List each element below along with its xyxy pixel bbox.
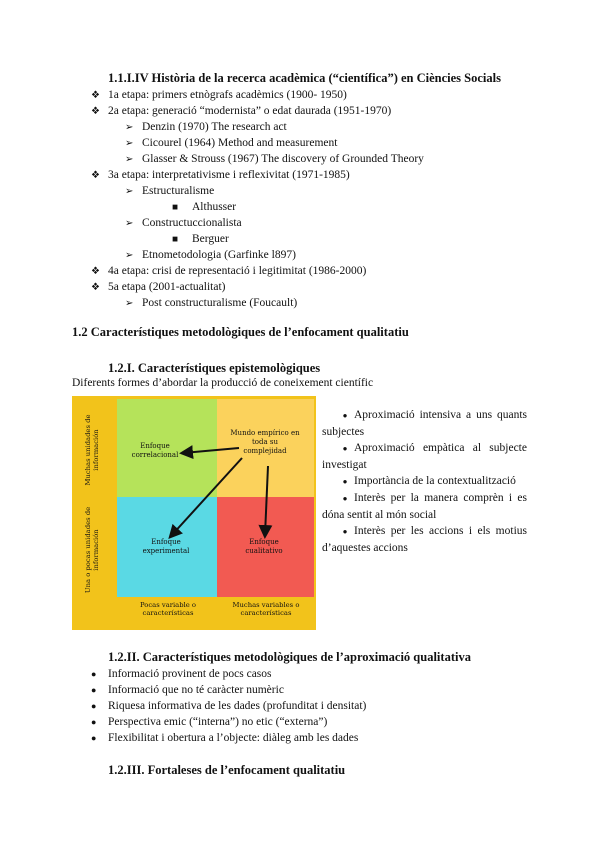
diagram-arrows	[72, 396, 316, 630]
history-item	[172, 231, 229, 248]
history-item-text: Etnometodologia (Garfinke l897)	[142, 249, 296, 261]
history-item-text: 4a etapa: crisi de representació i legitimitat (1986-2000)	[108, 265, 367, 277]
label-empirical-world: Mundo empírico en toda su complejidad	[230, 429, 300, 455]
arrow-bullet-icon: ➢	[125, 122, 134, 133]
methodological-bullet-text: Flexibilitat i obertura a l’objecte: diàleg amb les dades	[108, 732, 359, 744]
history-item	[91, 87, 347, 104]
arrow-bullet-icon: ➢	[125, 250, 134, 261]
history-item-text: Post constructuralisme (Foucault)	[142, 297, 298, 309]
section-heading-methodological: 1.2 Característiques metodològiques de l’enfocament qualitatiu	[72, 325, 409, 339]
history-item	[125, 183, 214, 200]
circle-bullet-icon: ●	[342, 527, 348, 536]
methodological-bullet-text: Informació que no té caràcter numèric	[108, 684, 284, 696]
methodological-bullet-item	[91, 682, 284, 698]
circle-bullet-icon: ●	[342, 494, 348, 503]
epistemological-bullets	[322, 407, 527, 556]
history-item-text: Glasser & Strouss (1967) The discovery of Grounded Theory	[142, 153, 424, 165]
arrow-bullet-icon: ➢	[125, 186, 134, 197]
diamond-bullet-icon: ❖	[91, 106, 100, 117]
diamond-bullet-icon: ❖	[91, 90, 100, 101]
arrow-to-qualitative	[265, 466, 268, 535]
epistemological-bullet-text: Aproximació empàtica al subjecte investigat	[322, 442, 527, 471]
arrow-to-experimental	[171, 458, 242, 536]
epistemological-bullet-item	[322, 473, 527, 490]
history-item-text: Althusser	[192, 201, 237, 213]
epistemological-bullet-item	[322, 407, 527, 440]
history-item	[91, 167, 350, 184]
epistemological-bullet-text: Aproximació intensiva a uns quants subjectes	[322, 409, 527, 438]
qualitative-approach-diagram	[72, 396, 316, 630]
history-item	[172, 199, 236, 216]
history-item	[91, 279, 226, 296]
circle-bullet-icon: ●	[91, 717, 97, 727]
epistemological-bullet-item	[322, 523, 527, 556]
history-item-text: 5a etapa (2001-actualitat)	[108, 281, 226, 293]
history-item	[125, 151, 424, 168]
epistemological-bullet-item	[322, 440, 527, 473]
diamond-bullet-icon: ❖	[91, 266, 100, 277]
methodological-bullet-item	[91, 730, 358, 746]
circle-bullet-icon: ●	[342, 444, 348, 453]
y-axis-top-label: Muchas unidades de información	[84, 414, 100, 486]
methodological-bullet-item	[91, 698, 366, 714]
methodological-bullet-text: Perspectiva emic (“interna”) no etic (“externa”)	[108, 716, 328, 728]
diamond-bullet-icon: ❖	[91, 170, 100, 181]
label-qualitative: Enfoque cualitativo	[245, 538, 283, 555]
arrow-bullet-icon: ➢	[125, 154, 134, 165]
epistemological-bullet-text: Interès per les accions i els motius d’aquestes accions	[322, 525, 527, 554]
circle-bullet-icon: ●	[91, 733, 97, 743]
history-item	[91, 103, 391, 120]
history-item-text: 1a etapa: primers etnògrafs acadèmics (1900- 1950)	[108, 89, 347, 101]
arrow-to-correlational	[183, 448, 239, 453]
section-heading-history: 1.1.I.IV Història de la recerca acadèmica (“científica”) en Ciències Socials	[108, 71, 501, 85]
history-item-text: Cicourel (1964) Method and measurement	[142, 137, 338, 149]
intro-text: Diferents formes d’abordar la producció de coneixement científic	[72, 377, 374, 389]
history-item-text: Berguer	[192, 233, 229, 245]
history-item	[125, 215, 242, 232]
subsection-heading-epistemological: 1.2.I. Característiques epistemològiques	[108, 361, 321, 375]
subsection-heading-strengths: 1.2.III. Fortaleses de l’enfocament qualitatiu	[108, 763, 346, 777]
circle-bullet-icon: ●	[91, 669, 97, 679]
history-item-text: Constructuccionalista	[142, 217, 242, 229]
square-bullet-icon: ■	[172, 202, 179, 213]
x-axis-right-label: Muchas variables o características	[232, 601, 300, 617]
circle-bullet-icon: ●	[91, 685, 97, 695]
circle-bullet-icon: ●	[342, 411, 348, 420]
label-correlational: Enfoque correlacional	[131, 442, 179, 459]
epistemological-bullet-text: Interès per la manera comprèn i es dóna sentit al món social	[322, 492, 527, 521]
methodological-bullet-text: Riquesa informativa de les dades (profunditat i densitat)	[108, 700, 367, 712]
circle-bullet-icon: ●	[91, 701, 97, 711]
arrow-bullet-icon: ➢	[125, 298, 134, 309]
history-item-text: 2a etapa: generació “modernista” o edat daurada (1951-1970)	[108, 105, 392, 117]
history-item	[91, 263, 366, 280]
methodological-bullet-item	[91, 666, 272, 682]
history-item	[125, 295, 297, 312]
methodological-bullet-item	[91, 714, 327, 730]
history-item	[125, 135, 337, 152]
epistemological-bullet-item	[322, 490, 527, 523]
square-bullet-icon: ■	[172, 234, 179, 245]
circle-bullet-icon: ●	[342, 477, 348, 486]
x-axis-left-label: Pocas variable o características	[139, 601, 197, 617]
arrow-bullet-icon: ➢	[125, 218, 134, 229]
epistemological-bullet-text: Importància de la contextualització	[354, 475, 516, 487]
y-axis-bottom-label: Una o pocas unidades de información	[84, 506, 100, 594]
history-item	[125, 247, 296, 264]
methodological-bullet-text: Informació provinent de pocs casos	[108, 668, 272, 680]
diamond-bullet-icon: ❖	[91, 282, 100, 293]
arrow-bullet-icon: ➢	[125, 138, 134, 149]
history-item	[125, 119, 287, 136]
history-item-text: 3a etapa: interpretativisme i reflexivitat (1971-1985)	[108, 169, 350, 181]
subsection-heading-qualitative-methodological: 1.2.II. Característiques metodològiques de l’aproximació qualitativa	[108, 650, 471, 664]
label-experimental: Enfoque experimental	[142, 538, 190, 555]
history-item-text: Denzin (1970) The research act	[142, 121, 287, 133]
history-item-text: Estructuralisme	[142, 185, 215, 197]
